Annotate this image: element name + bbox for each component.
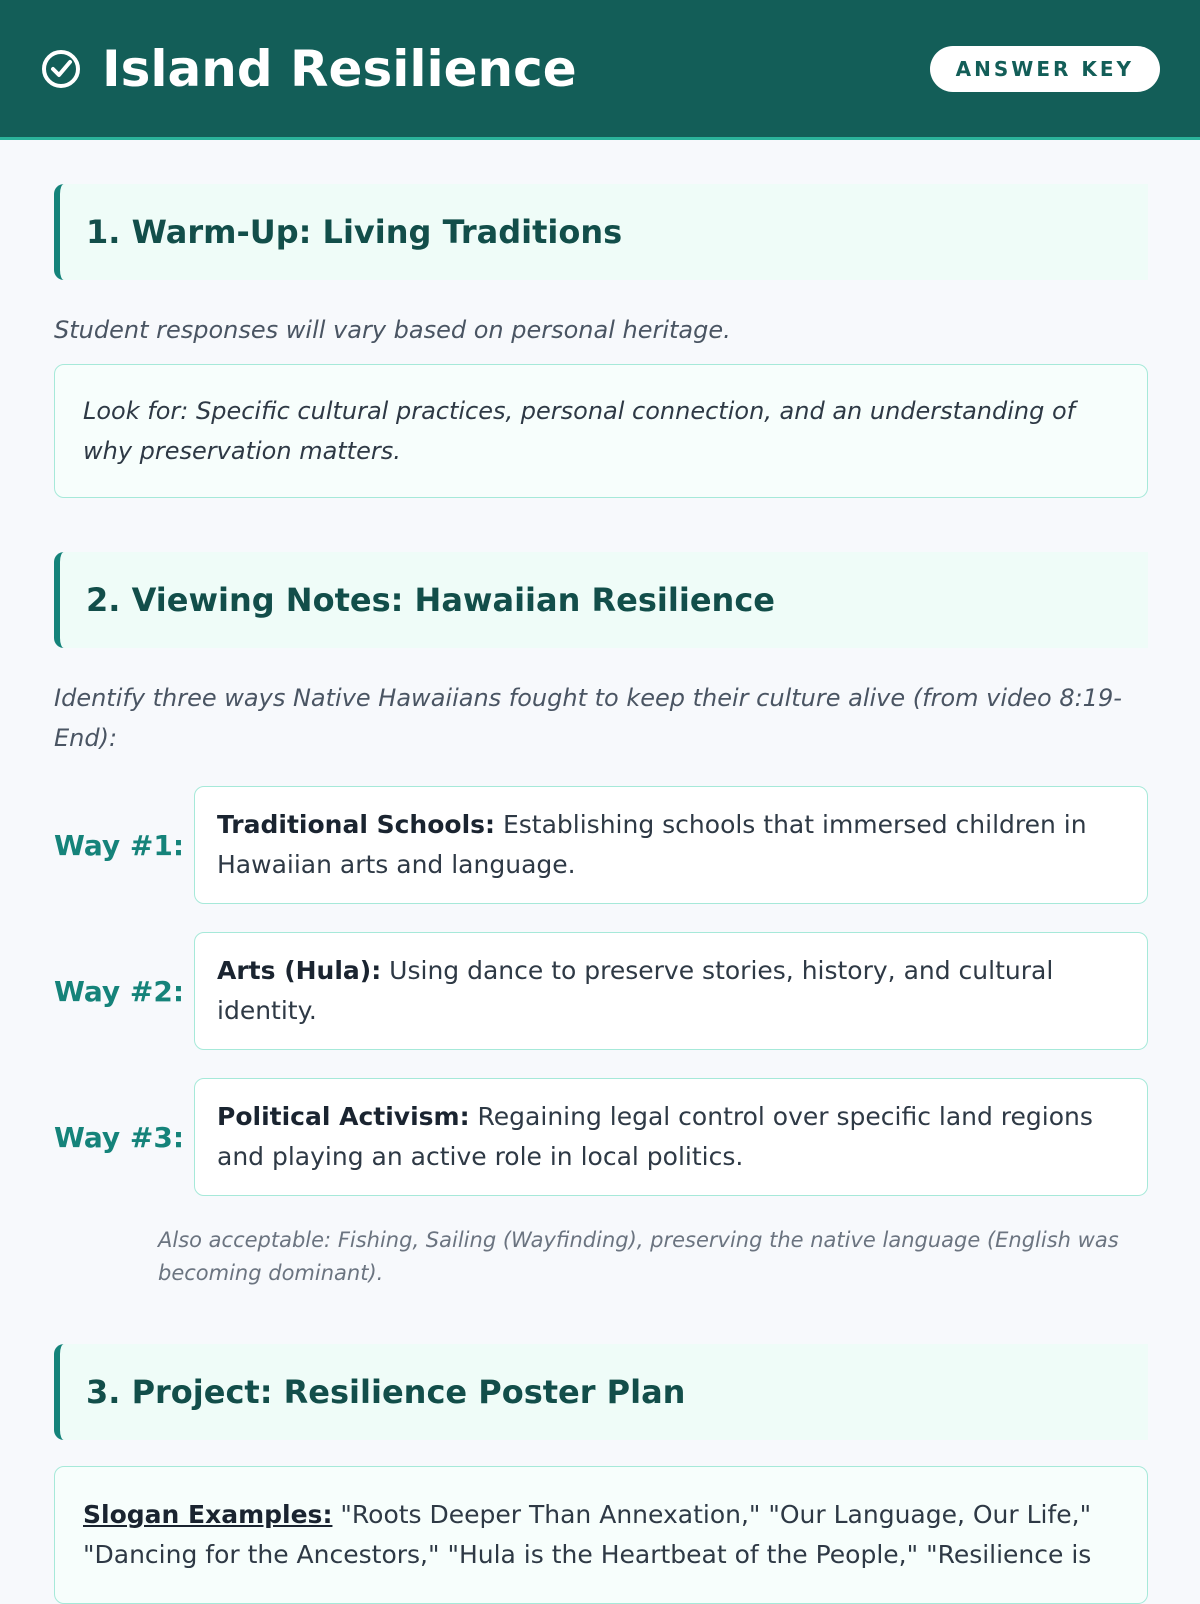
section-heading: 1. Warm-Up: Living Traditions [54, 184, 1148, 280]
section-heading: 3. Project: Resilience Poster Plan [54, 1344, 1148, 1440]
slogan-label: Slogan Examples: [83, 1500, 333, 1529]
page-title: Island Resilience [102, 39, 577, 98]
section-heading: 2. Viewing Notes: Hawaiian Resilience [54, 552, 1148, 648]
way-title: Traditional Schools: [217, 810, 496, 839]
page-header [0, 0, 1200, 140]
worksheet-content [0, 140, 1200, 1604]
section-note: Identify three ways Native Hawaiians fought to keep their culture alive (from video 8:19-End): [54, 684, 1122, 752]
way-title: Arts (Hula): [217, 956, 382, 985]
answer-key-badge: ANSWER KEY [930, 46, 1160, 92]
way-answer-box [194, 932, 1148, 1050]
way-row [54, 1078, 1148, 1196]
section-note: Student responses will vary based on personal heritage. [54, 316, 731, 344]
way-answer-box [194, 1078, 1148, 1196]
section-viewing-notes [54, 552, 1148, 1290]
way-row [54, 932, 1148, 1050]
brand [40, 40, 577, 98]
way-row [54, 786, 1148, 904]
way-answer-box [194, 786, 1148, 904]
also-acceptable-note: Also acceptable: Fishing, Sailing (Wayfinding), preserving the native language (English was becoming dominant). [158, 1228, 1119, 1285]
way-label: Way #1: [54, 828, 185, 862]
check-circle-icon [40, 48, 82, 90]
way-text: Establishing schools that immersed children in Hawaiian arts and language. [217, 810, 1087, 879]
way-text: Using dance to preserve stories, history, and cultural identity. [217, 956, 1054, 1025]
way-label: Way #3: [54, 1120, 185, 1154]
slogan-text: "Roots Deeper Than Annexation," "Our Language, Our Life," "Dancing for the Ancestors," "Hula is the Heartbeat of the People," "Resilience is [83, 1500, 1092, 1569]
way-title: Political Activism: [217, 1102, 470, 1131]
section-poster-plan [54, 1344, 1148, 1604]
way-text: Regaining legal control over specific land regions and playing an active role in local politics. [217, 1102, 1093, 1171]
section-warm-up [54, 184, 1148, 498]
slogan-examples-box [54, 1466, 1148, 1604]
look-for-box: Look for: Specific cultural practices, personal connection, and an understanding of why preservation matters. [54, 364, 1148, 498]
way-label: Way #2: [54, 974, 185, 1008]
